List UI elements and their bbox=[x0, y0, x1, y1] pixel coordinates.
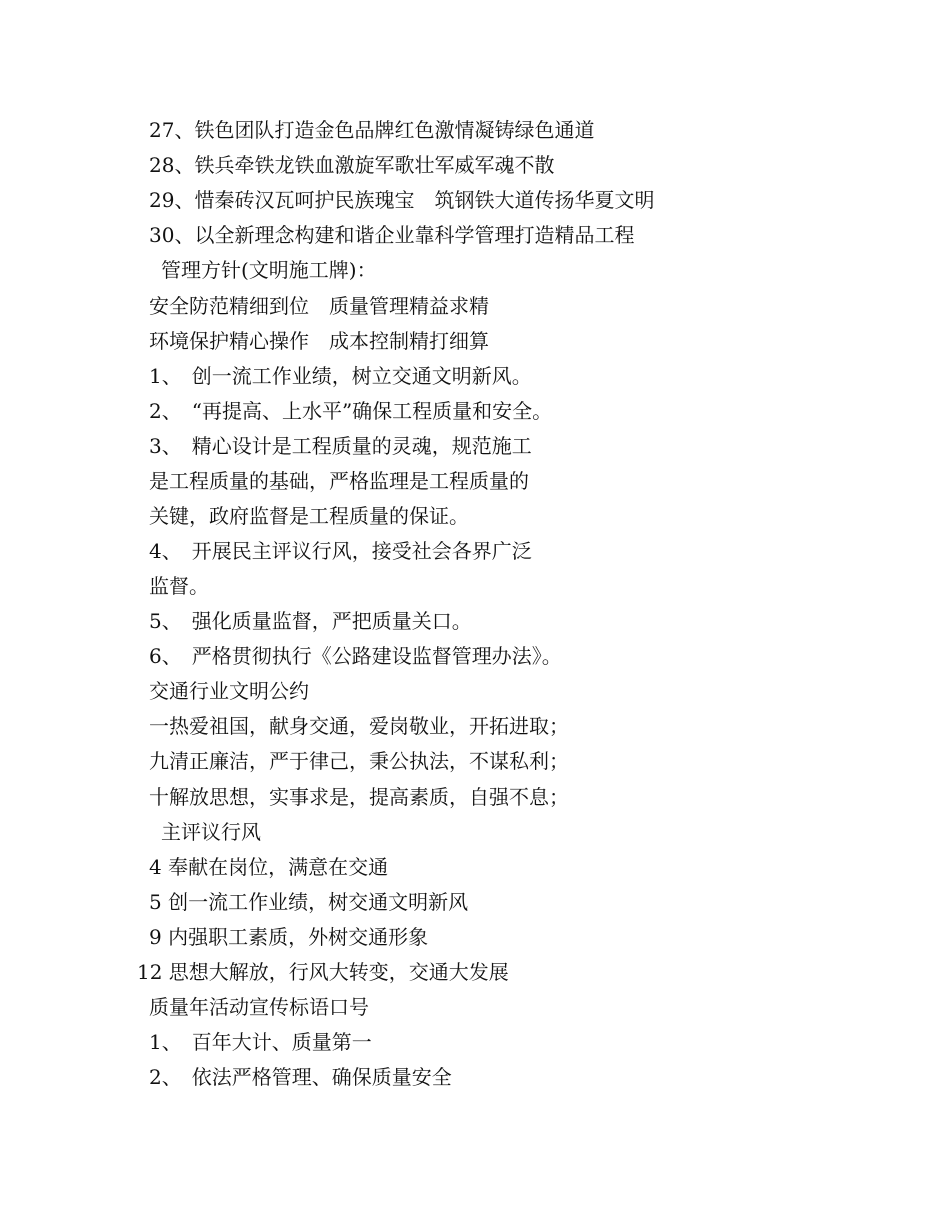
text-line: 关键，政府监督是工程质量的保证。 bbox=[149, 504, 469, 528]
numbered-item: 6、 严格贯彻执行《公路建设监督管理办法》。 bbox=[149, 644, 562, 668]
text-line: 29、惜秦砖汉瓦呵护民族瑰宝 筑钢铁大道传扬华夏文明 bbox=[149, 188, 655, 212]
text-line: 是工程质量的基础，严格监理是工程质量的 bbox=[149, 469, 529, 493]
numbered-item: 2、 依法严格管理、确保质量安全 bbox=[149, 1065, 452, 1089]
numbered-item: 5 创一流工作业绩，树交通文明新风 bbox=[149, 890, 469, 914]
numbered-item: 4 奉献在岗位，满意在交通 bbox=[149, 855, 389, 879]
numbered-item: 12 思想大解放，行风大转变，交通大发展 bbox=[137, 960, 509, 984]
numbered-item: 1、 百年大计、质量第一 bbox=[149, 1030, 372, 1054]
numbered-item: 2、 “再提高、上水平”确保工程质量和安全。 bbox=[149, 399, 553, 423]
numbered-item: 5、 强化质量监督，严把质量关口。 bbox=[149, 609, 472, 633]
section-heading: 主评议行风 bbox=[161, 820, 261, 844]
section-heading: 质量年活动宣传标语口号 bbox=[149, 995, 369, 1019]
text-line: 27、铁色团队打造金色品牌红色激情凝铸绿色通道 bbox=[149, 118, 595, 142]
text-line: 环境保护精心操作 成本控制精打细算 bbox=[149, 329, 489, 353]
text-line: 监督。 bbox=[149, 574, 209, 598]
text-line: 十解放思想，实事求是，提高素质，自强不息； bbox=[149, 785, 569, 809]
text-line: 28、铁兵牵铁龙铁血激旋军歌壮军威军魂不散 bbox=[149, 153, 555, 177]
text-line: 安全防范精细到位 质量管理精益求精 bbox=[149, 294, 489, 318]
text-line: 一热爱祖国，献身交通，爱岗敬业，开拓进取； bbox=[149, 714, 569, 738]
section-heading: 管理方针(文明施工牌)： bbox=[161, 258, 377, 282]
numbered-item: 9 内强职工素质，外树交通形象 bbox=[149, 925, 429, 949]
text-line: 30、以全新理念构建和谐企业靠科学管理打造精品工程 bbox=[149, 223, 635, 247]
numbered-item: 1、 创一流工作业绩，树立交通文明新风。 bbox=[149, 364, 532, 388]
numbered-item: 4、 开展民主评议行风，接受社会各界广泛 bbox=[149, 539, 532, 563]
section-heading: 交通行业文明公约 bbox=[149, 679, 309, 703]
text-line: 九清正廉洁，严于律己，秉公执法，不谋私利； bbox=[149, 749, 569, 773]
numbered-item: 3、 精心设计是工程质量的灵魂，规范施工 bbox=[149, 434, 532, 458]
